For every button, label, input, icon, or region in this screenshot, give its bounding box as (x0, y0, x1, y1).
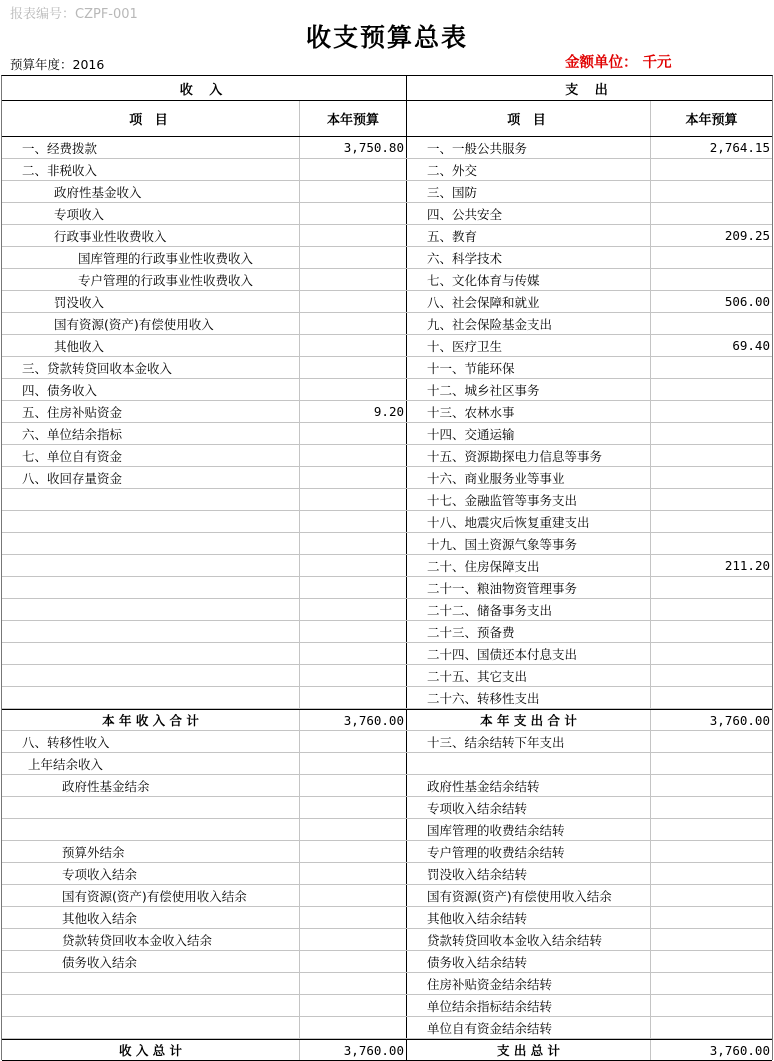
income-budget-header: 本年预算 (300, 101, 407, 136)
expense-item-cell: 政府性基金结余结转 (407, 775, 651, 796)
income-item-cell: 国有资源(资产)有偿使用收入结余 (2, 885, 300, 906)
income-budget-cell (300, 665, 407, 686)
expense-item-cell: 十二、城乡社区事务 (407, 379, 651, 400)
income-budget-cell (300, 467, 407, 488)
expense-item-cell: 二十一、粮油物资管理事务 (407, 577, 651, 598)
table-row (2, 247, 772, 269)
expense-item-cell: 六、科学技术 (407, 247, 651, 268)
expense-budget-cell (651, 907, 772, 928)
income-budget-cell (300, 819, 407, 840)
income-item-cell: 本 年 收 入 合 计 (2, 710, 300, 730)
income-budget-cell (300, 577, 407, 598)
income-item-cell: 四、债务收入 (2, 379, 300, 400)
expense-item-cell: 专户管理的收费结余结转 (407, 841, 651, 862)
table-row (2, 599, 772, 621)
income-item-cell: 收 入 总 计 (2, 1040, 300, 1060)
income-budget-cell (300, 797, 407, 818)
expense-budget-cell (651, 1017, 772, 1038)
income-item-cell: 专项收入结余 (2, 863, 300, 884)
expense-item-cell: 国有资源(资产)有偿使用收入结余 (407, 885, 651, 906)
income-item-cell: 八、转移性收入 (2, 731, 300, 752)
expense-item-cell: 二十四、国债还本付息支出 (407, 643, 651, 664)
income-item-cell: 其他收入 (2, 335, 300, 356)
expense-budget-cell (651, 313, 772, 334)
expense-budget-header: 本年预算 (685, 113, 738, 128)
table-row (2, 819, 772, 841)
table-row (2, 995, 772, 1017)
column-header-row (2, 101, 772, 137)
expense-budget-cell: 506.00 (724, 294, 770, 309)
table-row (2, 445, 772, 467)
table-row (2, 731, 772, 753)
income-item-cell: 行政事业性收费收入 (2, 225, 300, 246)
expense-item-cell: 二十五、其它支出 (407, 665, 651, 686)
expense-item-cell: 十三、农林水事 (407, 401, 651, 422)
income-budget-cell (300, 291, 407, 312)
expense-budget-cell (651, 643, 772, 664)
expense-budget-cell (651, 841, 772, 862)
expense-budget-cell (651, 269, 772, 290)
expense-item-cell: 七、文化体育与传媒 (407, 269, 651, 290)
expense-budget-cell (651, 599, 772, 620)
expense-item-cell: 十五、资源勘探电力信息等事务 (407, 445, 651, 466)
table-row (2, 775, 772, 797)
income-budget-cell (300, 907, 407, 928)
income-item-cell: 二、非税收入 (2, 159, 300, 180)
expense-item-cell: 三、国防 (407, 181, 651, 202)
table-row (2, 973, 772, 995)
table-row (2, 489, 772, 511)
expense-budget-cell: 209.25 (724, 228, 770, 243)
income-budget-cell (300, 841, 407, 862)
table-row (2, 621, 772, 643)
income-budget-cell (300, 379, 407, 400)
page-title: 收支预算总表 (305, 23, 468, 52)
table-row (2, 225, 772, 247)
income-budget-cell (300, 687, 407, 708)
income-budget-cell (300, 885, 407, 906)
table-row (2, 181, 772, 203)
table-row (2, 907, 772, 929)
section-header-row (2, 76, 772, 101)
table-row (2, 665, 772, 687)
income-budget-cell (300, 181, 407, 202)
expense-budget-cell (651, 995, 772, 1016)
income-item-cell: 五、住房补贴资金 (2, 401, 300, 422)
expense-budget-cell (651, 159, 772, 180)
income-item-cell (2, 797, 300, 818)
income-budget-cell (300, 445, 407, 466)
income-item-cell (2, 621, 300, 642)
table-row (2, 643, 772, 665)
table-row (2, 137, 772, 159)
income-item-cell: 七、单位自有资金 (2, 445, 300, 466)
income-item-cell: 国有资源(资产)有偿使用收入 (2, 313, 300, 334)
expense-item-cell: 单位结余指标结余结转 (407, 995, 651, 1016)
expense-budget-cell (651, 181, 772, 202)
expense-budget-cell (651, 489, 772, 510)
income-item-header: 项 目 (2, 101, 300, 136)
income-budget-cell (300, 929, 407, 950)
expense-budget-cell (651, 467, 772, 488)
expense-item-cell: 九、社会保险基金支出 (407, 313, 651, 334)
table-row (2, 841, 772, 863)
income-item-cell: 一、经费拨款 (2, 137, 300, 158)
table-row (2, 753, 772, 775)
income-budget-cell (300, 1017, 407, 1038)
income-item-cell (2, 599, 300, 620)
table-row (2, 203, 772, 225)
table-row (2, 423, 772, 445)
table-row (2, 335, 772, 357)
expense-budget-cell (651, 775, 772, 796)
expense-item-cell: 二十六、转移性支出 (407, 687, 651, 708)
table-row (2, 951, 772, 973)
table-row (2, 269, 772, 291)
income-item-cell (2, 489, 300, 510)
income-budget-cell (300, 533, 407, 554)
expense-item-cell: 十、医疗卫生 (407, 335, 651, 356)
income-item-cell: 三、贷款转贷回收本金收入 (2, 357, 300, 378)
income-item-cell (2, 555, 300, 576)
income-item-cell: 预算外结余 (2, 841, 300, 862)
table-row (2, 929, 772, 951)
expense-item-cell: 十三、结余结转下年支出 (407, 731, 651, 752)
income-item-cell: 贷款转贷回收本金收入结余 (2, 929, 300, 950)
income-budget-cell: 9.20 (300, 401, 407, 422)
expense-item-cell: 贷款转贷回收本金收入结余结转 (407, 929, 651, 950)
expense-item-cell: 本 年 支 出 合 计 (407, 710, 651, 730)
income-item-cell (2, 687, 300, 708)
expense-budget-cell: 211.20 (724, 558, 770, 573)
income-budget-cell: 3,760.00 (300, 710, 407, 730)
report-code: 报表编号：CZPF-001 (10, 7, 138, 22)
expense-item-cell: 十一、节能环保 (407, 357, 651, 378)
income-item-cell: 其他收入结余 (2, 907, 300, 928)
income-item-cell: 政府性基金收入 (2, 181, 300, 202)
table-row (2, 555, 772, 577)
income-budget-cell (300, 643, 407, 664)
expense-budget-cell (651, 687, 772, 708)
expense-budget-cell (651, 401, 772, 422)
income-budget-cell (300, 995, 407, 1016)
income-item-cell: 政府性基金结余 (2, 775, 300, 796)
income-item-cell: 国库管理的行政事业性收费收入 (2, 247, 300, 268)
income-budget-cell (300, 423, 407, 444)
income-budget-cell: 3,750.80 (300, 137, 407, 158)
expense-item-cell: 二十三、预备费 (407, 621, 651, 642)
income-budget-cell (300, 489, 407, 510)
income-item-cell (2, 1017, 300, 1038)
income-budget-cell (300, 203, 407, 224)
expense-item-cell: 专项收入结余结转 (407, 797, 651, 818)
table-row (2, 159, 772, 181)
income-item-cell: 债务收入结余 (2, 951, 300, 972)
income-budget-cell (300, 247, 407, 268)
expense-item-cell: 二十、住房保障支出 (407, 555, 651, 576)
expense-item-cell: 十六、商业服务业等事业 (407, 467, 651, 488)
expense-section-header: 支 出 (565, 82, 614, 98)
table-row (2, 577, 772, 599)
expense-budget-cell (651, 951, 772, 972)
expense-budget-cell (651, 511, 772, 532)
expense-budget-cell (651, 445, 772, 466)
expense-item-cell: 其他收入结余结转 (407, 907, 651, 928)
expense-item-cell: 四、公共安全 (407, 203, 651, 224)
income-budget-cell (300, 599, 407, 620)
table-row (2, 687, 772, 709)
income-budget-cell (300, 269, 407, 290)
income-item-cell (2, 973, 300, 994)
expense-budget-cell (651, 577, 772, 598)
income-item-cell: 罚没收入 (2, 291, 300, 312)
expense-budget-cell (651, 797, 772, 818)
table-row (2, 797, 772, 819)
expense-budget-cell (651, 665, 772, 686)
table-row (2, 357, 772, 379)
expense-budget-cell (651, 863, 772, 884)
income-item-cell: 上年结余收入 (2, 753, 300, 774)
income-budget-cell (300, 357, 407, 378)
expense-item-cell: 二十二、储备事务支出 (407, 599, 651, 620)
income-budget-cell (300, 335, 407, 356)
income-budget-cell (300, 775, 407, 796)
expense-item-cell: 十八、地震灾后恢复重建支出 (407, 511, 651, 532)
expense-item-cell: 罚没收入结余结转 (407, 863, 651, 884)
table-row (2, 1017, 772, 1039)
income-budget-cell (300, 555, 407, 576)
income-item-cell: 六、单位结余指标 (2, 423, 300, 444)
expense-budget-cell (651, 753, 772, 774)
income-budget-cell (300, 731, 407, 752)
table-row (2, 291, 772, 313)
expense-budget-cell (651, 621, 772, 642)
amount-unit: 金额单位： 千元 (565, 55, 672, 71)
expense-budget-cell (651, 423, 772, 444)
table-body (2, 137, 772, 1061)
table-row (2, 511, 772, 533)
total-row (2, 709, 772, 731)
table-row (2, 885, 772, 907)
income-budget-cell (300, 863, 407, 884)
expense-item-cell (407, 753, 651, 774)
table-row (2, 313, 772, 335)
income-budget-cell: 3,760.00 (300, 1040, 407, 1060)
income-item-cell (2, 577, 300, 598)
income-budget-cell (300, 511, 407, 532)
expense-item-header: 项 目 (407, 101, 651, 136)
income-budget-cell (300, 973, 407, 994)
expense-budget-cell: 3,760.00 (709, 712, 770, 728)
expense-item-cell: 单位自有资金结余结转 (407, 1017, 651, 1038)
expense-item-cell: 五、教育 (407, 225, 651, 246)
expense-item-cell: 债务收入结余结转 (407, 951, 651, 972)
income-item-cell (2, 819, 300, 840)
income-item-cell (2, 643, 300, 664)
table-row (2, 533, 772, 555)
expense-budget-cell (651, 885, 772, 906)
expense-budget-cell: 2,764.15 (709, 140, 770, 155)
income-budget-cell (300, 753, 407, 774)
total-row (2, 1039, 772, 1061)
expense-item-cell: 十四、交通运输 (407, 423, 651, 444)
expense-budget-cell (651, 379, 772, 400)
expense-item-cell: 一、一般公共服务 (407, 137, 651, 158)
budget-year: 预算年度：2016 (10, 57, 105, 72)
expense-budget-cell (651, 533, 772, 554)
expense-item-cell: 二、外交 (407, 159, 651, 180)
budget-table (1, 75, 773, 1060)
income-item-cell: 专户管理的行政事业性收费收入 (2, 269, 300, 290)
expense-budget-cell (651, 357, 772, 378)
expense-item-cell: 支 出 总 计 (407, 1040, 651, 1060)
expense-budget-cell (651, 973, 772, 994)
table-row (2, 379, 772, 401)
expense-item-cell: 十七、金融监管等事务支出 (407, 489, 651, 510)
expense-budget-cell (651, 819, 772, 840)
income-item-cell (2, 533, 300, 554)
expense-item-cell: 八、社会保障和就业 (407, 291, 651, 312)
table-row (2, 467, 772, 489)
expense-budget-cell: 3,760.00 (709, 1042, 770, 1058)
income-budget-cell (300, 313, 407, 334)
income-budget-cell (300, 159, 407, 180)
expense-item-cell: 住房补贴资金结余结转 (407, 973, 651, 994)
expense-budget-cell (651, 247, 772, 268)
expense-item-cell: 十九、国土资源气象等事务 (407, 533, 651, 554)
income-budget-cell (300, 225, 407, 246)
income-budget-cell (300, 951, 407, 972)
table-row (2, 401, 772, 423)
income-item-cell: 八、收回存量资金 (2, 467, 300, 488)
expense-budget-cell: 69.40 (732, 338, 770, 353)
table-row (2, 863, 772, 885)
expense-budget-cell (651, 203, 772, 224)
income-section-header: 收 入 (2, 76, 407, 100)
income-item-cell (2, 511, 300, 532)
expense-budget-cell (651, 731, 772, 752)
expense-budget-cell (651, 929, 772, 950)
income-item-cell (2, 665, 300, 686)
income-budget-cell (300, 621, 407, 642)
expense-item-cell: 国库管理的收费结余结转 (407, 819, 651, 840)
income-item-cell: 专项收入 (2, 203, 300, 224)
income-item-cell (2, 995, 300, 1016)
